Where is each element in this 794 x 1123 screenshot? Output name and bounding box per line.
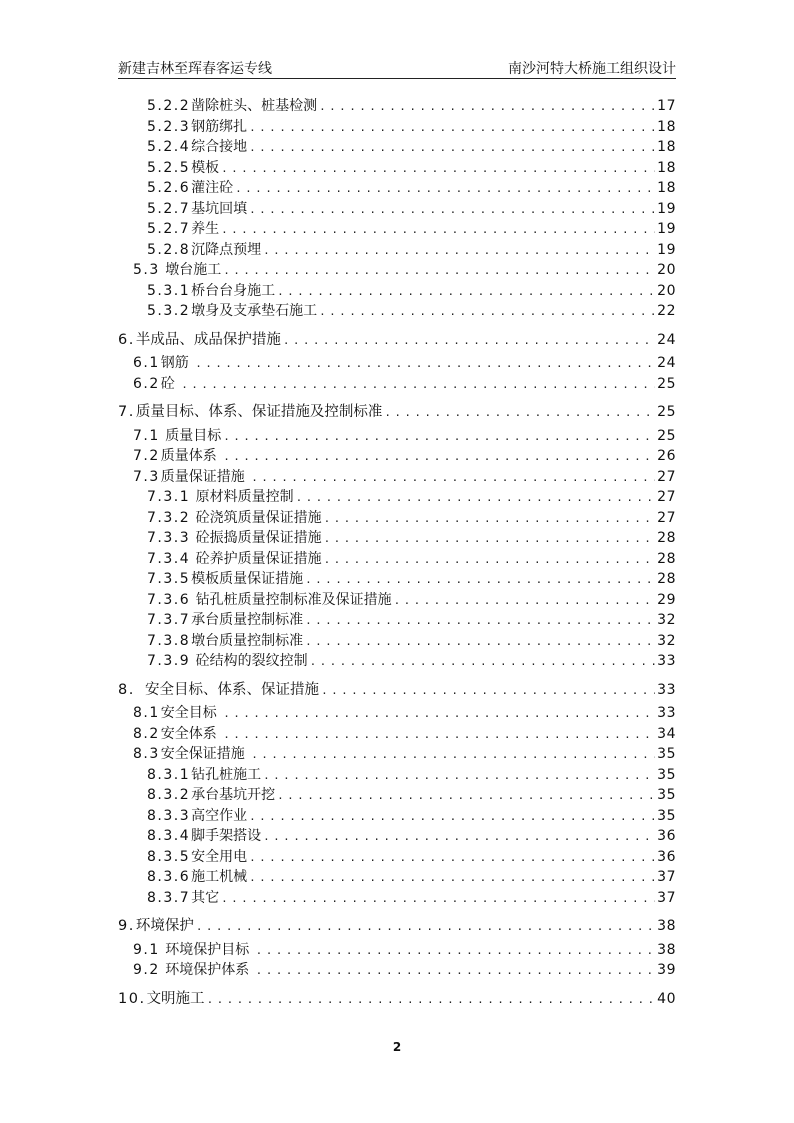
toc-entry[interactable] [118,765,676,786]
header-project-name: 新建吉林至珲春客运专线 [118,61,272,77]
toc-entry-page: 35 [657,807,676,824]
toc-entry-page: 37 [657,889,676,906]
toc-entry-title: 墩台施工 [160,262,222,278]
toc-entry[interactable] [118,281,676,302]
toc-entry-title: 凿除桩头、桩基检测 [191,98,318,114]
toc-entry-number: 9.2 [133,962,160,978]
dot-leader [249,138,655,158]
toc-entry[interactable] [118,806,676,827]
toc-entry-title: 高空作业 [191,807,248,824]
toc-entry-number: 6.1 [133,355,160,371]
toc-entry-number: 7.1 [133,427,160,444]
toc-entry[interactable] [118,826,676,847]
toc-entry-page: 27 [657,509,676,526]
toc-entry[interactable] [118,487,676,508]
toc-entry-title: 脚手架搭设 [191,828,262,844]
toc-entry-title: 钻孔桩施工 [191,766,262,783]
dot-leader [181,375,655,395]
toc-entry-number: 8.3.2 [147,787,191,803]
toc-entry[interactable] [118,744,676,765]
toc-entry[interactable] [118,240,676,261]
toc-entry-page: 25 [657,427,676,444]
toc-entry-page: 24 [657,355,676,371]
toc-entry-number: 7.3 [133,468,160,485]
toc-entry-page: 33 [657,653,676,669]
dot-leader [223,447,655,467]
toc-entry-title: 钢筋绑扎 [191,118,248,135]
toc-entry-number: 5.3 [133,262,160,278]
dot-leader [256,941,656,961]
toc-entry-page: 28 [657,530,676,546]
toc-entry-number: 8.1 [133,705,160,721]
toc-entry-number: 7. [118,404,135,420]
dot-leader [384,403,655,423]
toc-entry[interactable] [118,137,676,158]
toc-entry-title: 原材料质量控制 [191,489,294,505]
dot-leader [305,632,655,652]
dot-leader [277,786,655,806]
header-document-title: 南沙河特大桥施工组织设计 [508,61,676,77]
toc-entry-title: 砼养护质量保证措施 [191,550,322,567]
dot-leader [324,550,656,570]
dot-leader [321,681,655,701]
toc-entry-title: 环境保护目标 [160,941,254,958]
toc-entry[interactable] [118,353,676,374]
toc-entry-title: 模板质量保证措施 [191,571,304,587]
toc-entry-title: 其它 [191,889,220,906]
toc-entry-title: 承台质量控制标准 [191,612,304,628]
toc-entry-page: 19 [657,200,676,217]
toc-entry[interactable] [118,446,676,467]
toc-entry[interactable] [118,631,676,652]
toc-entry-number: 7.3.1 [147,489,191,505]
dot-leader [263,766,655,786]
toc-entry-title: 养生 [191,221,220,237]
toc-entry-title: 安全目标 [160,705,222,721]
toc-entry-title: 沉降点预埋 [191,241,262,258]
toc-entry[interactable] [118,158,676,179]
toc-entry-page: 33 [657,705,676,721]
toc-entry-page: 37 [657,869,676,885]
toc-entry-page: 19 [657,221,676,237]
toc-entry-number: 5.3.1 [147,282,191,299]
toc-entry-page: 35 [657,746,676,762]
toc-entry-number: 7.3.6 [147,591,191,608]
toc-entry-title: 半成品、成品保护措施 [135,331,281,348]
dot-leader [319,97,655,117]
toc-entry-page: 40 [657,990,676,1007]
toc-entry-title: 钻孔桩质量控制标准及保证措施 [191,591,392,608]
toc-entry[interactable] [118,989,676,1010]
toc-entry[interactable] [118,610,676,631]
dot-leader [221,889,655,909]
toc-entry-number: 5.2.7 [147,221,191,237]
dot-leader [221,220,655,240]
toc-entry-page: 35 [657,766,676,783]
toc-entry-page: 34 [657,725,676,742]
toc-entry-number: 7.3.8 [147,632,191,649]
toc-entry-number: 5.2.2 [147,98,191,114]
dot-leader [263,241,655,261]
toc-entry-title: 桥台台身施工 [191,282,276,299]
toc-entry-number: 7.3.2 [147,509,191,526]
toc-entry-page: 28 [657,550,676,567]
toc-entry-page: 26 [657,448,676,464]
toc-entry-page: 20 [657,282,676,299]
toc-entry-number: 5.2.4 [147,139,191,155]
toc-entry-page: 18 [657,139,676,155]
toc-entry-title: 模板 [191,159,220,176]
toc-entry-page: 22 [657,303,676,319]
toc-entry-title: 安全目标、体系、保证措施 [135,681,320,698]
dot-leader [263,827,655,847]
toc-entry[interactable] [118,703,676,724]
dot-leader [249,807,655,827]
toc-entry-number: 8.2 [133,725,160,742]
toc-entry-page: 28 [657,571,676,587]
toc-entry[interactable] [118,260,676,281]
toc-entry-number: 8.3.1 [147,766,191,783]
dot-leader [223,704,655,724]
toc-entry-number: 8.3 [133,746,160,762]
toc-entry-page: 19 [657,241,676,258]
toc-entry-title: 砼振捣质量保证措施 [191,530,322,546]
toc-entry[interactable] [118,590,676,611]
toc-entry-title: 施工机械 [191,869,248,885]
toc-entry-title: 基坑回填 [191,200,248,217]
table-of-contents [118,96,676,1012]
toc-entry-number: 5.2.5 [147,159,191,176]
toc-entry-title: 砼结构的裂纹控制 [191,653,308,669]
dot-leader [251,745,655,765]
toc-entry-title: 综合接地 [191,139,248,155]
toc-entry-page: 32 [657,632,676,649]
toc-entry-title: 安全用电 [191,848,248,865]
toc-entry-title: 质量目标、体系、保证措施及控制标准 [135,404,383,420]
toc-entry-number: 7.3.5 [147,571,191,587]
toc-entry-number: 8.3.4 [147,828,191,844]
dot-leader [296,488,656,508]
toc-entry[interactable] [118,867,676,888]
dot-leader [256,961,656,981]
toc-entry[interactable] [118,301,676,322]
toc-entry-page: 38 [657,941,676,958]
dot-leader [324,509,656,529]
toc-entry-page: 20 [657,262,676,278]
toc-entry-number: 6.2 [133,375,160,392]
toc-entry-page: 39 [657,962,676,978]
toc-entry-page: 32 [657,612,676,628]
toc-entry-number: 9.1 [133,941,160,958]
toc-entry-page: 35 [657,787,676,803]
toc-entry-number: 7.3.9 [147,653,191,669]
toc-entry-page: 36 [657,828,676,844]
toc-entry-page: 27 [657,468,676,485]
toc-entry-number: 5.2.6 [147,180,191,196]
dot-leader [207,990,656,1010]
toc-entry-title: 文明施工 [146,990,205,1007]
dot-leader [221,159,655,179]
dot-leader [249,118,655,138]
toc-entry-number: 7.3.7 [147,612,191,628]
toc-entry-number: 9. [118,918,135,934]
running-header [118,56,676,79]
toc-entry-number: 5.2.8 [147,241,191,258]
toc-entry-title: 灌注砼 [191,180,234,196]
toc-entry[interactable] [118,680,676,701]
toc-entry-page: 17 [657,98,676,114]
dot-leader [235,179,655,199]
toc-entry[interactable] [118,960,676,981]
toc-entry[interactable] [118,888,676,909]
toc-entry-title: 安全保证措施 [160,746,250,762]
dot-leader [324,529,656,549]
toc-entry-number: 7.3.4 [147,550,191,567]
toc-entry-number: 10. [118,990,146,1007]
dot-leader [249,848,655,868]
toc-entry-title: 质量体系 [160,448,222,464]
toc-entry-page: 36 [657,848,676,865]
dot-leader [196,917,655,937]
dot-leader [277,282,655,302]
dot-leader [195,354,655,374]
dot-leader [249,200,655,220]
toc-entry-title: 环境保护体系 [160,962,254,978]
dot-leader [305,570,655,590]
toc-entry-title: 质量保证措施 [160,468,250,485]
toc-entry[interactable] [118,117,676,138]
toc-entry[interactable] [118,199,676,220]
toc-entry-title: 砼 [160,375,180,392]
toc-entry[interactable] [118,940,676,961]
toc-entry-title: 墩台质量控制标准 [191,632,304,649]
toc-entry-title: 钢筋 [160,355,194,371]
toc-entry[interactable] [118,96,676,117]
toc-entry-page: 38 [657,918,676,934]
toc-entry-title: 墩身及支承垫石施工 [191,303,318,319]
dot-leader [251,468,655,488]
toc-entry[interactable] [118,467,676,488]
toc-entry-title: 环境保护 [135,918,194,934]
toc-entry[interactable] [118,916,676,937]
dot-leader [249,868,655,888]
toc-entry[interactable] [118,508,676,529]
toc-entry-page: 27 [657,489,676,505]
toc-entry-number: 5.2.7 [147,200,191,217]
toc-entry-page: 33 [657,681,676,698]
toc-entry-number: 5.3.2 [147,303,191,319]
toc-entry-number: 8.3.7 [147,889,191,906]
toc-entry[interactable] [118,785,676,806]
toc-entry[interactable] [118,528,676,549]
toc-entry-number: 5.2.3 [147,118,191,135]
toc-entry-number: 8.3.3 [147,807,191,824]
toc-entry-number: 8. [118,681,135,698]
toc-entry-number: 7.2 [133,448,160,464]
toc-entry-page: 25 [657,404,676,420]
dot-leader [283,331,655,351]
toc-entry-page: 24 [657,331,676,348]
toc-entry[interactable] [118,651,676,672]
toc-entry[interactable] [118,330,676,351]
toc-entry[interactable] [118,374,676,395]
toc-entry[interactable] [118,569,676,590]
toc-entry-page: 25 [657,375,676,392]
dot-leader [305,611,655,631]
toc-entry-title: 砼浇筑质量保证措施 [191,509,322,526]
toc-entry-title: 安全体系 [160,725,222,742]
toc-entry[interactable] [118,219,676,240]
toc-entry-number: 6. [118,331,135,348]
toc-entry[interactable] [118,402,676,423]
toc-entry-page: 18 [657,159,676,176]
dot-leader [310,652,656,672]
dot-leader [223,427,655,447]
dot-leader [394,591,656,611]
toc-entry-page: 18 [657,180,676,196]
toc-entry[interactable] [118,426,676,447]
toc-entry-title: 质量目标 [160,427,222,444]
toc-entry-title: 承台基坑开挖 [191,787,276,803]
toc-entry-number: 8.3.6 [147,869,191,885]
toc-entry-page: 29 [657,591,676,608]
toc-entry[interactable] [118,549,676,570]
page-number: 2 [392,1040,402,1054]
toc-entry[interactable] [118,724,676,745]
toc-entry[interactable] [118,847,676,868]
dot-leader [223,261,655,281]
dot-leader [223,725,655,745]
toc-entry[interactable] [118,178,676,199]
dot-leader [319,302,655,322]
toc-entry-number: 8.3.5 [147,848,191,865]
toc-entry-page: 18 [657,118,676,135]
toc-entry-number: 7.3.3 [147,530,191,546]
